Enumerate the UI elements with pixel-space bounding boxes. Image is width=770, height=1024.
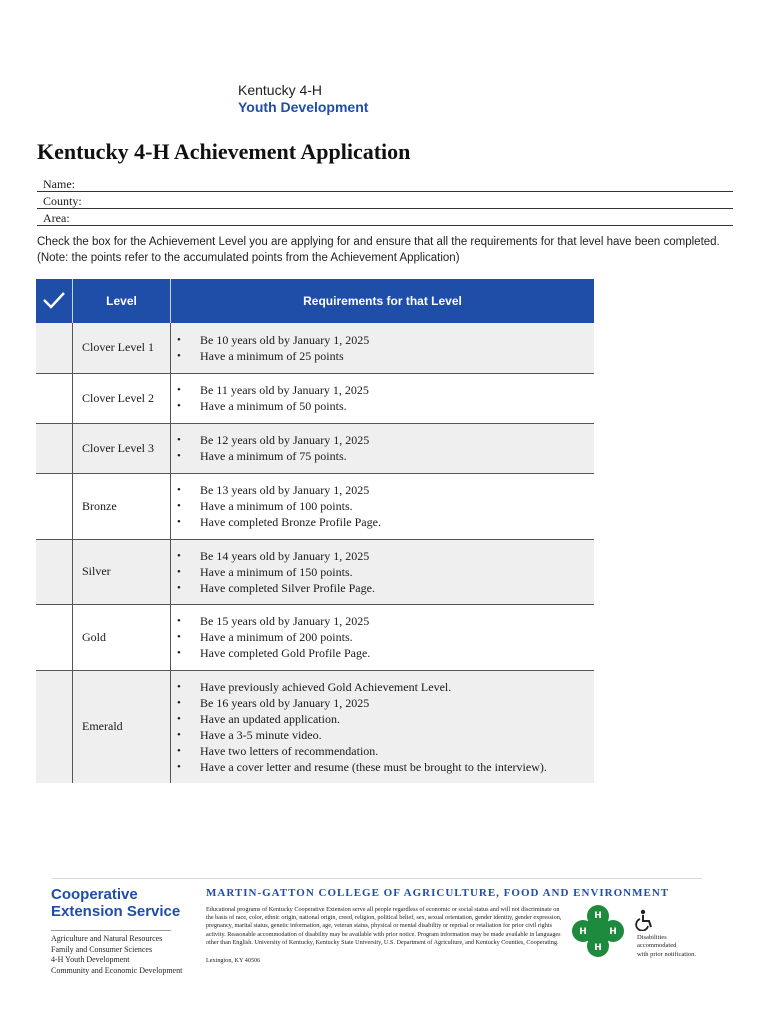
- table-header: [36, 279, 594, 323]
- list-item: • Be 16 years old by January 1, 2025: [200, 695, 594, 711]
- level-checkbox[interactable]: [36, 373, 73, 423]
- svg-text:H: H: [594, 911, 602, 921]
- extension-service-logo: [51, 886, 180, 920]
- requirements-list: [171, 429, 594, 467]
- level-name: Gold: [73, 604, 171, 670]
- level-name: Clover Level 2: [73, 373, 171, 423]
- list-item: • Have a minimum of 75 points.: [200, 448, 594, 464]
- page-title: Kentucky 4-H Achievement Application: [37, 139, 411, 164]
- level-checkbox[interactable]: [36, 323, 73, 373]
- list-item: • Have completed Gold Profile Page.: [200, 645, 594, 661]
- table-row: [36, 604, 594, 670]
- four-h-clover-icon: [572, 905, 624, 957]
- list-item: Agriculture and Natural Resources: [51, 934, 163, 943]
- college-name: MARTIN-GATTON COLLEGE OF AGRICULTURE, FOOD AND ENVIRONMENT: [206, 887, 670, 899]
- accessibility-note: [637, 934, 696, 959]
- table-row: [36, 323, 594, 373]
- list-item: • Have completed Bronze Profile Page.: [200, 514, 594, 530]
- logo-line-1: Cooperative: [51, 886, 138, 903]
- list-item: • Be 12 years old by January 1, 2025: [200, 432, 594, 448]
- list-item: • Be 10 years old by January 1, 2025: [200, 332, 594, 348]
- org-name: Kentucky 4-H: [238, 82, 323, 98]
- requirements-list: [171, 676, 594, 778]
- logo-line-2: Extension Service: [51, 903, 181, 920]
- list-item: Community and Economic Development: [51, 965, 183, 975]
- table-row: [36, 670, 594, 783]
- level-checkbox[interactable]: [36, 423, 73, 473]
- requirements-list: [171, 610, 594, 664]
- disclaimer: [206, 906, 568, 965]
- level-checkbox[interactable]: [36, 473, 73, 539]
- list-item: • Be 11 years old by January 1, 2025: [200, 382, 594, 398]
- logo-rule: [51, 930, 171, 931]
- level-column-header: Level: [73, 279, 171, 323]
- access-line: with prior notification.: [637, 950, 697, 958]
- list-item: • Have an updated application.: [200, 711, 594, 727]
- table-row: [36, 473, 594, 539]
- svg-text:H: H: [609, 927, 617, 937]
- area-field[interactable]: Area:: [37, 210, 733, 226]
- list-item: • Have a minimum of 50 points.: [200, 398, 594, 414]
- level-name: Silver: [73, 539, 171, 604]
- name-field[interactable]: Name:: [37, 176, 733, 192]
- check-column-header: [36, 279, 73, 323]
- disclaimer-text: Educational programs of Kentucky Cooperative Extension serve all people regardless of economic or social status and will not discriminate on the basis of race, color, ethnic origin, national origin, creed, religion, political belief, sex, sexual orientation, gender identity, gender expression, pregnancy, marital status, genetic information, age, veteran status, physical or mental disability or reprisal or retaliation for prior civil rights activity. Reasonable accommodation of disability may be available with prior notice. Program information may be made available in languages other than English. University of Kentucky, Kentucky State University, U.S. Department of Agriculture, and Kentucky Counties, Cooperating.: [206, 906, 562, 946]
- requirements-list: [171, 545, 594, 599]
- table-row: [36, 423, 594, 473]
- dept-name: Youth Development: [238, 99, 369, 115]
- list-item: • Have completed Silver Profile Page.: [200, 580, 594, 596]
- table-row: [36, 373, 594, 423]
- list-item: • Have two letters of recommendation.: [200, 743, 594, 759]
- check-icon: [41, 290, 67, 310]
- requirements-list: [171, 479, 594, 533]
- list-item: • Have a 3-5 minute video.: [200, 727, 594, 743]
- instructions: Check the box for the Achievement Level you are applying for and ensure that all the requirements for that level have been completed. (Note: the points refer to the accumulated points from the Achievement Application): [37, 236, 720, 264]
- list-item: Family and Consumer Sciences: [51, 944, 153, 954]
- level-name: Clover Level 3: [73, 423, 171, 473]
- access-line: Disabilities: [637, 934, 667, 941]
- requirements-list: [171, 379, 594, 417]
- footer-divider: [52, 878, 702, 879]
- program-header: [238, 82, 368, 116]
- list-item: • Have a cover letter and resume (these must be brought to the interview).: [200, 759, 594, 775]
- table-row: [36, 539, 594, 604]
- level-checkbox[interactable]: [36, 604, 73, 670]
- list-item: • Have a minimum of 150 points.: [200, 564, 594, 580]
- list-item: • Be 14 years old by January 1, 2025: [200, 548, 594, 564]
- address: Lexington, KY 40506: [206, 957, 261, 965]
- list-item: • Have a minimum of 200 points.: [200, 629, 594, 645]
- requirements-list: [171, 329, 594, 367]
- program-list: [51, 930, 182, 976]
- requirements-table: [36, 279, 594, 783]
- county-field[interactable]: County:: [37, 193, 733, 209]
- level-name: Emerald: [73, 670, 171, 783]
- access-line: accommodated: [637, 942, 677, 950]
- level-name: Clover Level 1: [73, 323, 171, 373]
- list-item: • Have a minimum of 25 points: [200, 348, 594, 364]
- level-checkbox[interactable]: [36, 539, 73, 604]
- requirements-column-header: Requirements for that Level: [171, 279, 595, 323]
- list-item: • Have previously achieved Gold Achievement Level.: [200, 679, 594, 695]
- svg-text:H: H: [579, 927, 587, 937]
- svg-text:H: H: [594, 943, 602, 953]
- list-item: 4-H Youth Development: [51, 955, 130, 964]
- wheelchair-icon: [635, 909, 655, 931]
- level-name: Bronze: [73, 473, 171, 539]
- list-item: • Have a minimum of 100 points.: [200, 498, 594, 514]
- level-checkbox[interactable]: [36, 670, 73, 783]
- list-item: • Be 15 years old by January 1, 2025: [200, 613, 594, 629]
- list-item: • Be 13 years old by January 1, 2025: [200, 482, 594, 498]
